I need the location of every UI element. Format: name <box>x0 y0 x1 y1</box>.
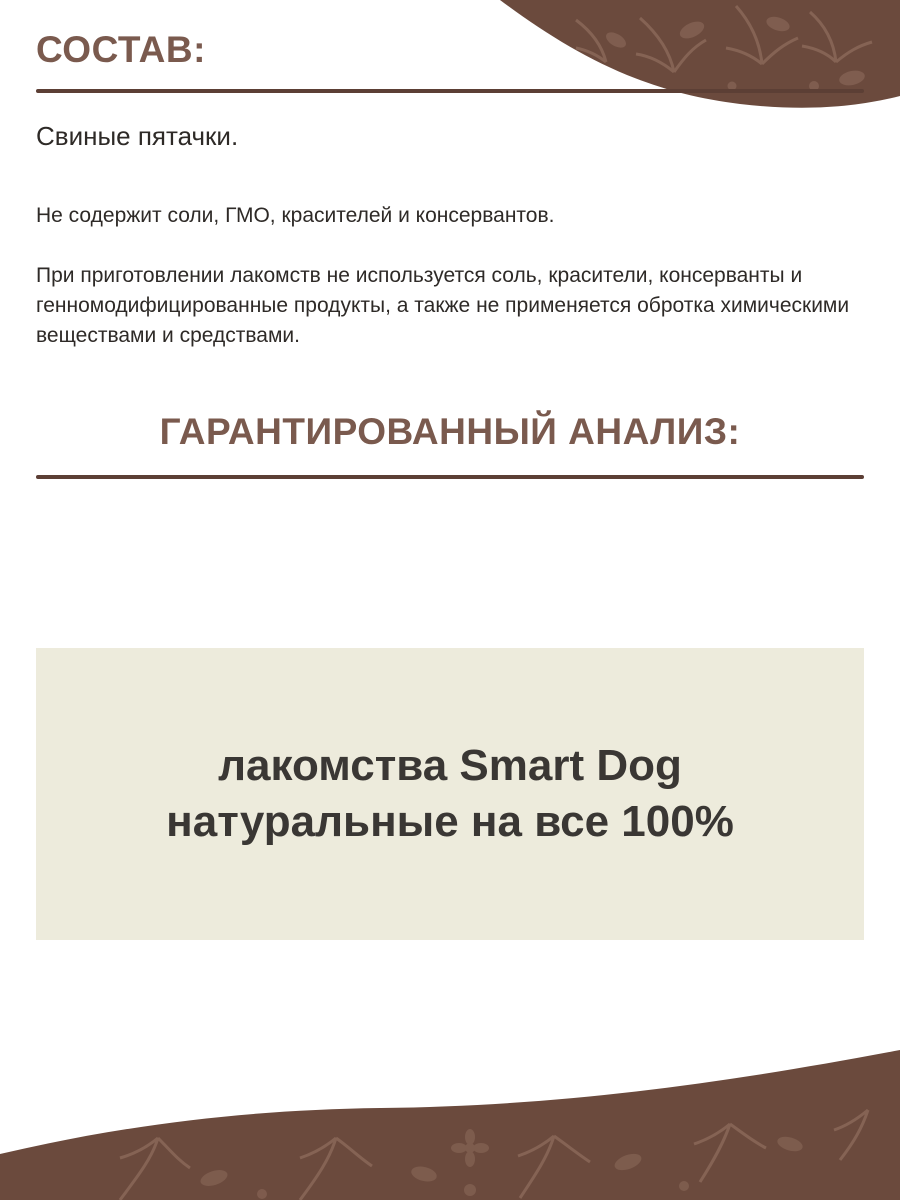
composition-section <box>36 30 864 351</box>
guaranteed-analysis-divider <box>36 475 864 479</box>
guaranteed-analysis-section <box>36 412 864 479</box>
natural-claim-callout <box>36 648 864 940</box>
natural-claim-line-1: лакомства Smart Dog <box>218 740 682 790</box>
composition-detail-text: При приготовлении лакомств не используется соль, красители, консерванты и генномодифицированные продукты, а также не применяется обротка химическими веществами и средствами. <box>36 264 850 347</box>
natural-claim-line-2: натуральные на все 100% <box>166 797 734 846</box>
composition-divider <box>36 89 864 93</box>
composition-heading: СОСТАВ: <box>36 29 206 70</box>
composition-note-text: Не содержит соли, ГМО, красителей и консервантов. <box>36 204 555 228</box>
natural-claim-text <box>136 738 764 851</box>
guaranteed-analysis-heading: ГАРАНТИРОВАННЫЙ АНАЛИЗ: <box>159 411 741 452</box>
composition-lead-text: Свиные пятачки. <box>36 120 239 151</box>
